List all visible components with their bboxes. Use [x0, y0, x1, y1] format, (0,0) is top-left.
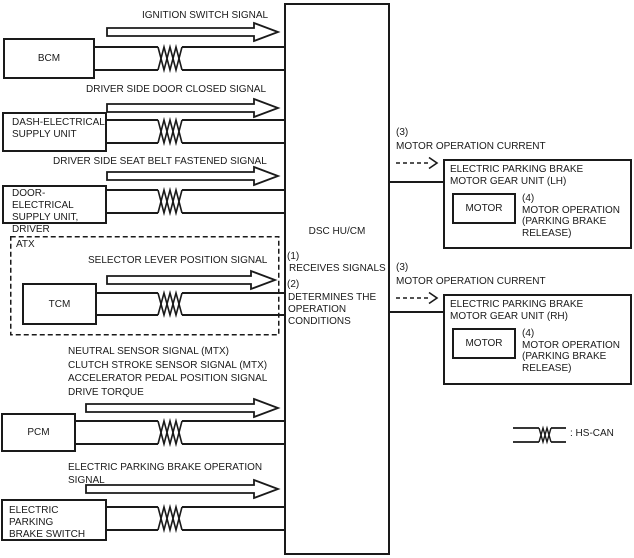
rh-op-line1: MOTOR OPERATION — [522, 339, 620, 351]
hs-can-legend-icon — [513, 428, 566, 442]
lh-op-line1: MOTOR OPERATION — [522, 204, 620, 216]
hscan-channel-dash — [107, 120, 284, 143]
epb-operation-signal-line1: ELECTRIC PARKING BRAKE OPERATION — [68, 462, 263, 473]
rh-motor-current-label: MOTOR OPERATION CURRENT — [396, 276, 546, 287]
seat-belt-signal-label: DRIVER SIDE SEAT BELT FASTENED SIGNAL — [53, 156, 267, 167]
door-electrical-box — [2, 185, 107, 235]
rh-op-line2: (PARKING BRAKE — [522, 351, 607, 362]
dsc-step1-number: (1) — [287, 251, 300, 262]
lh-op-number: (4) — [522, 193, 535, 204]
lh-step-number: (3) — [396, 127, 409, 138]
dsc-hucm-title: DSC HU/CM — [308, 226, 366, 237]
twist-icon — [158, 507, 182, 530]
lh-op-line2: (PARKING BRAKE — [522, 216, 607, 227]
lh-title-line1: ELECTRIC PARKING BRAKE — [450, 164, 584, 175]
door-closed-signal-label: DRIVER SIDE DOOR CLOSED SIGNAL — [86, 84, 267, 95]
rh-op-line3: RELEASE) — [522, 362, 572, 374]
hscan-channel-door — [107, 190, 284, 213]
door-electrical-label-line2: SUPPLY UNIT, — [12, 212, 79, 223]
pcm-signal-line1: NEUTRAL SENSOR SIGNAL (MTX) — [68, 346, 229, 357]
twist-icon — [158, 421, 182, 444]
hscan-channel-epb-switch — [107, 507, 284, 530]
dash-electrical-label-line1: DASH-ELECTRICAL — [12, 117, 105, 128]
hscan-channel-tcm — [97, 293, 284, 315]
dsc-step2-line2: OPERATION — [288, 304, 347, 315]
twist-icon — [158, 293, 182, 315]
lh-motor-operation-text — [522, 193, 620, 239]
rh-title-line1: ELECTRIC PARKING BRAKE — [450, 299, 584, 310]
epb-switch-label-line1: ELECTRIC PARKING — [9, 505, 59, 528]
dash-electrical-box — [2, 112, 107, 152]
atx-group-label: ATX — [16, 239, 35, 250]
epb-operation-signal-line2: SIGNAL — [68, 475, 105, 486]
door-electrical-label-line1: DOOR-ELECTRICAL — [12, 188, 74, 211]
rh-op-number: (4) — [522, 328, 535, 339]
epb-operation-signal-label — [68, 461, 262, 487]
dsc-step2-number: (2) — [287, 279, 300, 290]
signal-arrow-seat-belt — [107, 167, 278, 185]
dash-electrical-label-line2: SUPPLY UNIT — [12, 129, 77, 140]
bcm-box — [3, 38, 95, 79]
door-electrical-label-line3: DRIVER — [12, 224, 50, 235]
pcm-label: PCM — [27, 427, 50, 438]
signal-arrow-door-closed — [107, 99, 278, 117]
hs-can-legend-label: : HS-CAN — [570, 428, 614, 439]
bcm-label: BCM — [37, 53, 61, 64]
dsc-step2-text — [288, 292, 376, 328]
rh-motor-operation-text — [522, 328, 620, 374]
twist-icon — [158, 120, 182, 143]
hscan-channel-bcm — [95, 47, 284, 70]
epb-switch-box — [1, 499, 107, 541]
dsc-step2-line1: DETERMINES THE — [288, 292, 377, 303]
rh-motor-box — [452, 328, 516, 359]
dashed-arrow-lh — [396, 158, 437, 169]
dsc-hucm-box — [284, 3, 390, 555]
tcm-label: TCM — [48, 298, 71, 310]
dsc-step1-text: RECEIVES SIGNALS — [289, 263, 386, 274]
pcm-signal-line4: DRIVE TORQUE — [68, 386, 144, 398]
lh-op-line3: RELEASE) — [522, 227, 572, 239]
epb-motor-gear-unit-lh-title — [450, 164, 583, 187]
epb-motor-gear-unit-rh-title — [450, 299, 583, 322]
twist-icon — [158, 190, 182, 213]
pcm-signal-line2: CLUTCH STROKE SENSOR SIGNAL (MTX) — [68, 359, 268, 371]
dashed-arrow-rh — [396, 293, 437, 304]
pcm-box — [1, 413, 76, 452]
signal-arrow-ignition — [107, 23, 278, 41]
selector-signal-label: SELECTOR LEVER POSITION SIGNAL — [88, 255, 268, 266]
dsc-step2-line3: CONDITIONS — [288, 316, 351, 327]
tcm-box — [22, 283, 97, 325]
pcm-signal-line3: ACCELERATOR PEDAL POSITION SIGNAL — [68, 373, 268, 384]
rh-step-number: (3) — [396, 262, 409, 273]
rh-motor-label: MOTOR — [465, 338, 503, 349]
signal-arrow-pcm — [86, 399, 278, 417]
epb-switch-label-line2: BRAKE SWITCH — [9, 529, 86, 540]
hscan-channel-pcm — [76, 421, 284, 444]
lh-motor-box — [452, 193, 516, 224]
lh-motor-label: MOTOR — [465, 203, 503, 214]
lh-title-line2: MOTOR GEAR UNIT (LH) — [450, 175, 567, 187]
signal-arrow-selector — [107, 271, 275, 289]
lh-motor-current-label: MOTOR OPERATION CURRENT — [396, 141, 546, 152]
twist-icon — [158, 47, 182, 70]
pcm-signal-list — [68, 345, 267, 399]
rh-title-line2: MOTOR GEAR UNIT (RH) — [450, 310, 568, 322]
ignition-signal-label: IGNITION SWITCH SIGNAL — [142, 10, 269, 21]
